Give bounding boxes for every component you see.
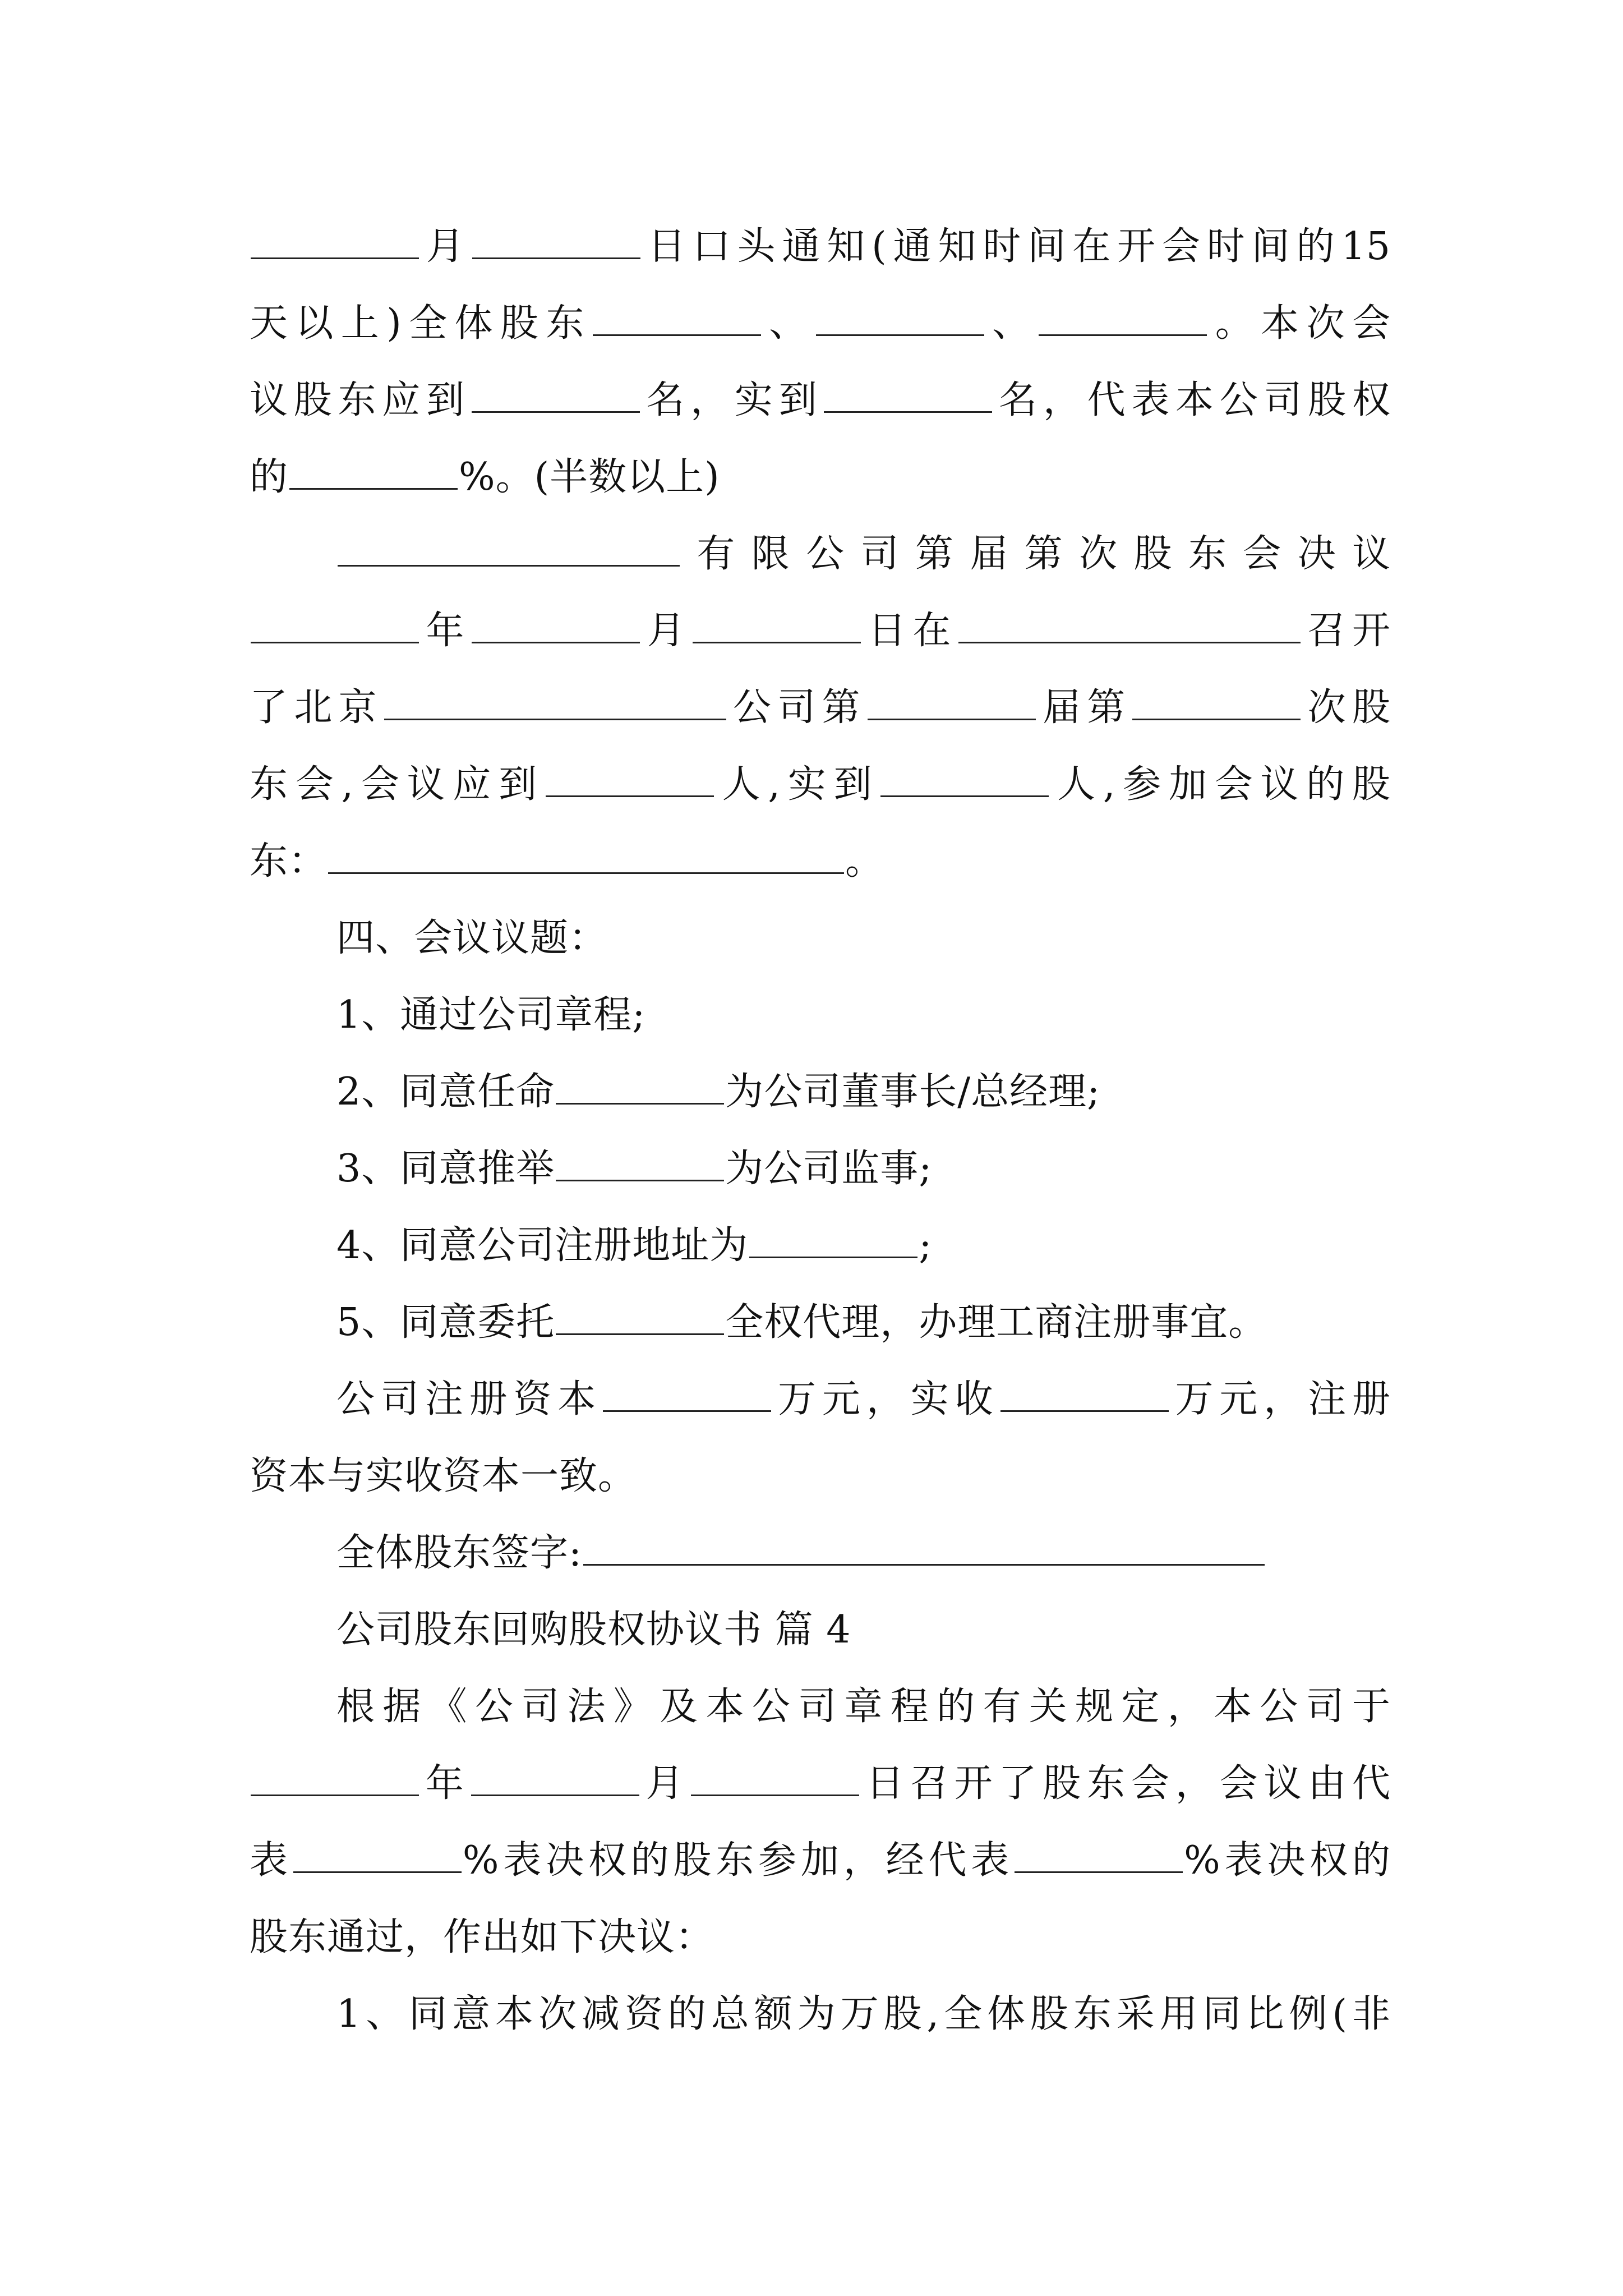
text: 全权代理，办理工商注册事宜。 xyxy=(725,1300,1267,1345)
text: 5、同意委托 xyxy=(336,1300,555,1345)
blank-field[interactable] xyxy=(593,298,761,336)
text: 日召开了股东会，会议由代 xyxy=(860,1761,1391,1806)
text-line xyxy=(250,284,1391,363)
list-item xyxy=(336,1283,1391,1362)
blank-field[interactable] xyxy=(472,375,640,413)
text-line xyxy=(250,1821,1391,1900)
blank-field[interactable] xyxy=(1000,1374,1169,1412)
signature-line xyxy=(336,1514,1391,1593)
text: 了北京 xyxy=(250,685,383,730)
blank-field[interactable] xyxy=(824,375,992,413)
text: 4、同意公司注册地址为 xyxy=(336,1223,749,1268)
text: 1、通过公司章程; xyxy=(336,993,646,1037)
text: %表决权的 xyxy=(1184,1838,1391,1883)
list-item xyxy=(336,1207,1391,1285)
text: 东： xyxy=(250,839,328,884)
text: %表决权的股东参加，经代表 xyxy=(462,1838,1014,1883)
text-line xyxy=(336,1360,1391,1439)
text: 公司股东回购股权协议书 篇 4 xyxy=(336,1608,851,1652)
text-line xyxy=(250,746,1391,824)
text: 2、同意任命 xyxy=(336,1070,555,1114)
text: 四、会议议题： xyxy=(336,916,608,960)
text: 万元，实收 xyxy=(772,1377,999,1421)
text: 全体股东签字: xyxy=(336,1531,582,1575)
text: 召开 xyxy=(1301,609,1391,653)
blank-field[interactable] xyxy=(471,1758,639,1796)
text-line xyxy=(250,1745,1391,1823)
blank-field[interactable] xyxy=(1132,682,1301,720)
text: 1、同意本次减资的总额为万股,全体股东采用同比例(非 xyxy=(336,1992,1391,2036)
blank-field[interactable] xyxy=(1039,298,1207,336)
blank-field[interactable] xyxy=(338,528,680,567)
text: 议股东应到 xyxy=(250,378,471,422)
text: 为公司监事; xyxy=(725,1147,933,1191)
text: 年 xyxy=(420,609,471,653)
list-item xyxy=(336,1130,1391,1208)
text: 日在 xyxy=(862,609,957,653)
blank-field[interactable] xyxy=(693,605,861,643)
blank-field[interactable] xyxy=(251,221,419,259)
text: 。本次会 xyxy=(1208,301,1391,346)
text-line xyxy=(336,515,1391,593)
blank-field[interactable] xyxy=(384,682,726,720)
blank-field[interactable] xyxy=(880,759,1049,797)
text-line xyxy=(250,1437,1391,1516)
text: 资本与实收资本一致。 xyxy=(250,1454,637,1498)
text: 表 xyxy=(250,1838,292,1883)
section-title xyxy=(336,1591,1391,1669)
text: 万元，注册 xyxy=(1169,1377,1391,1421)
blank-field[interactable] xyxy=(546,759,714,797)
text: %。(半数以上) xyxy=(459,455,720,499)
text-line xyxy=(250,361,1391,440)
text-line xyxy=(250,1898,1391,1977)
blank-field[interactable] xyxy=(749,1220,917,1258)
text: 日口头通知(通知时间在开会时间的15 xyxy=(641,224,1391,269)
blank-field[interactable] xyxy=(556,1143,724,1181)
blank-field[interactable] xyxy=(816,298,984,336)
text-line xyxy=(250,208,1391,286)
text: 名，实到 xyxy=(640,378,823,422)
text-line xyxy=(250,438,1391,517)
text: 的 xyxy=(250,455,289,499)
text: 有限公司第届第次股东会决议 xyxy=(681,532,1391,576)
text: 月 xyxy=(640,1761,690,1806)
blank-field[interactable] xyxy=(251,1758,419,1796)
text: 月 xyxy=(420,224,471,269)
section-heading xyxy=(336,899,1391,978)
blank-field[interactable] xyxy=(691,1758,859,1796)
blank-field[interactable] xyxy=(958,605,1301,643)
text: 根据《公司法》及本公司章程的有关规定，本公司于 xyxy=(336,1685,1391,1729)
text-line xyxy=(250,822,1391,901)
text: 届第 xyxy=(1036,685,1132,730)
blank-field[interactable] xyxy=(289,452,458,490)
blank-field[interactable] xyxy=(251,605,419,643)
text: 、 xyxy=(762,301,815,346)
text-line xyxy=(250,669,1391,747)
blank-field[interactable] xyxy=(472,605,640,643)
text: 。 xyxy=(845,839,884,884)
text: 为公司董事长/总经理; xyxy=(725,1070,1101,1114)
text: 年 xyxy=(420,1761,470,1806)
blank-field[interactable] xyxy=(293,1835,462,1873)
text: 人,参加会议的股 xyxy=(1050,762,1391,807)
text: 人,实到 xyxy=(714,762,880,807)
blank-field[interactable] xyxy=(328,836,844,874)
text: 3、同意推举 xyxy=(336,1147,555,1191)
text-line xyxy=(336,1668,1391,1746)
blank-field[interactable] xyxy=(1015,1835,1183,1873)
blank-field[interactable] xyxy=(556,1297,724,1335)
text: 公司第 xyxy=(727,685,866,730)
list-item xyxy=(336,976,1391,1055)
list-item xyxy=(336,1975,1391,2054)
text: 天以上)全体股东 xyxy=(250,301,592,346)
blank-field[interactable] xyxy=(868,682,1036,720)
list-item xyxy=(336,1053,1391,1131)
text-line xyxy=(250,592,1391,670)
text: 名，代表本公司股权 xyxy=(993,378,1391,422)
text: ; xyxy=(919,1223,933,1268)
text: 东会,会议应到 xyxy=(250,762,545,807)
blank-field[interactable] xyxy=(556,1066,724,1105)
signature-field[interactable] xyxy=(583,1527,1265,1566)
text: 次股 xyxy=(1302,685,1391,730)
text: 月 xyxy=(641,609,692,653)
blank-field[interactable] xyxy=(603,1374,771,1412)
text: 公司注册资本 xyxy=(336,1377,602,1421)
text: 、 xyxy=(985,301,1038,346)
blank-field[interactable] xyxy=(472,221,640,259)
text: 股东通过，作出如下决议： xyxy=(250,1915,714,1959)
